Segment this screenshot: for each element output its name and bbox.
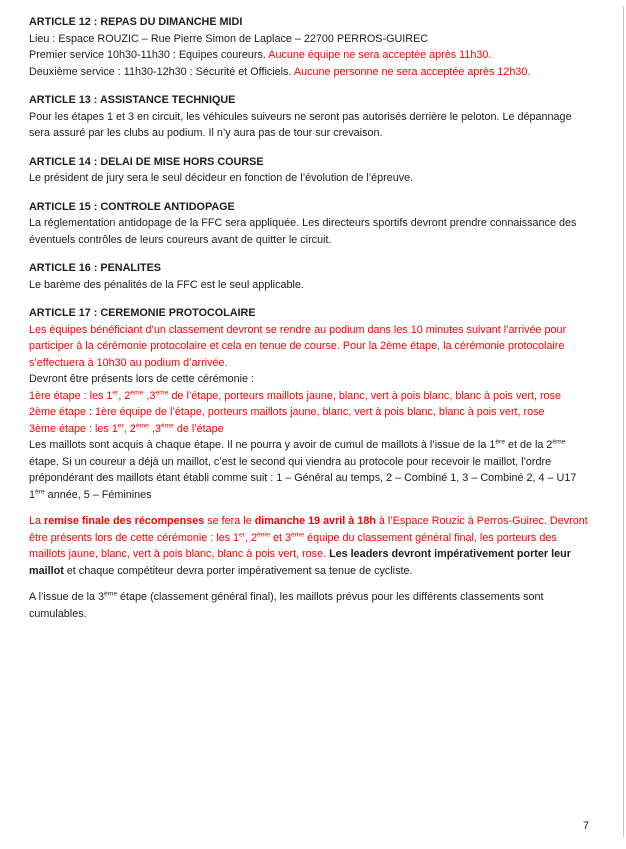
page-edge-line (623, 6, 624, 837)
text-run: ème (104, 590, 118, 598)
paragraph (29, 589, 595, 622)
text-run: et 3 (270, 531, 292, 544)
text-run: ,3 (148, 422, 161, 435)
text-run: Les équipes bénéficiant d’un classement devront se rendre au podium dans les 10 minutes suivant l’arrivée pour participer à la cérémonie protocolaire et cela en tenue de course. Pour la 2ème étape, la cérémonie protocolaire s’effectuera à 10h30 au podium d’arrivée. (29, 323, 567, 369)
paragraph (29, 47, 595, 64)
article-heading: ARTICLE 13 : ASSISTANCE TECHNIQUE (29, 94, 236, 106)
text-run: ,3 (143, 389, 156, 402)
article-heading: ARTICLE 12 : REPAS DU DIMANCHE MIDI (29, 16, 243, 28)
text-run: année, 5 – Féminines (44, 488, 152, 501)
text-run: et chaque compétiteur devra porter impérativement sa tenue de cycliste. (63, 564, 413, 577)
text-run: , 2 (123, 422, 136, 435)
text-run: er (239, 530, 245, 538)
text-run: ème (135, 421, 149, 429)
article-15 (29, 199, 595, 249)
paragraph (29, 109, 595, 142)
article-heading: ARTICLE 16 : PENALITES (29, 262, 161, 274)
article-heading: ARTICLE 14 : DELAI DE MISE HORS COURSE (29, 155, 264, 168)
text-run: Premier service 10h30-11h30 : Equipes coureurs. (29, 49, 269, 61)
article-heading: ARTICLE 15 : CONTROLE ANTIDOPAGE (29, 200, 235, 213)
text-run: Aucune équipe ne sera acceptée après 11h30. (268, 49, 492, 61)
paragraph (29, 170, 595, 187)
paragraph (29, 322, 595, 372)
paragraph (29, 277, 595, 294)
text-run: Lieu : Espace ROUZIC – Rue Pierre Simon de Laplace – 22700 PERROS-GUIREC (29, 32, 429, 45)
text-run: Pour les étapes 1 et 3 en circuit, les véhicules suiveurs ne seront pas autorisés derrière le peloton. Le dépannage sera assuré par les clubs au podium. Il n’y aura pas de tour sur crevaison. (29, 110, 572, 139)
text-run: er (117, 421, 124, 429)
text-run: Les maillots sont acquis à chaque étape. Il ne pourra y avoir de cumul de maillots à l’issue de la 1 (29, 439, 496, 451)
text-run: remise finale des récompenses (44, 515, 205, 527)
article-13 (29, 92, 595, 142)
text-run: Devront être présents lors de cette cérémonie : (29, 373, 255, 385)
text-run: La (29, 515, 45, 527)
paragraph (29, 437, 595, 503)
page-number: 7 (582, 819, 589, 832)
text-run: de l’étape, porteurs maillots jaune, blanc, vert à pois blanc, blanc à pois vert, rose (168, 389, 561, 402)
text-run: étape (classement général final), les maillots prévus pour les différents classements sont cumulables. (29, 591, 544, 620)
paragraph (29, 404, 595, 421)
text-run: de l’étape (173, 422, 224, 435)
article-17 (29, 305, 595, 622)
text-run: et de la 2 (505, 439, 553, 451)
text-run: Deuxième service : 11h30-12h30 : Sécurité et Officiels. (29, 65, 294, 78)
text-run: , 2 (245, 531, 258, 544)
text-run: étape. Si un coureur a déjà un maillot, c’est le second qui viendra au protocole pour recevoir le maillot, l’ordre prépondérant des maillots étant établi comme suit : 1 – Général au temps, 2 – Combiné 1, 3 – Combiné 2, 4 – U17 1 (29, 455, 577, 501)
text-run: A l’issue de la 3 (29, 591, 105, 603)
text-run: se fera le (204, 515, 255, 527)
paragraph (29, 421, 595, 438)
text-run: à l’Espace Rouzic à Perros-Guirec. Devront être présents lors de cette cérémonie : les 1 (29, 515, 588, 544)
text-run: ème (257, 530, 271, 538)
text-run: équipe du classement général final, les porteurs des maillots jaune, blanc, vert à pois blanc, blanc à pois vert, rose. (29, 531, 557, 560)
text-run: er (112, 388, 119, 396)
paragraph (29, 513, 595, 579)
text-run: 3ème étape : les 1 (29, 422, 118, 435)
article-16 (29, 260, 595, 293)
paragraph (29, 388, 595, 405)
text-run: Aucune personne ne sera acceptée après 12h30. (293, 65, 531, 78)
document-body (29, 14, 595, 622)
text-run: ère (35, 487, 45, 495)
text-run: ème (155, 388, 169, 396)
text-run: dimanche 19 avril à 18h (254, 515, 376, 527)
text-run: , 2 (118, 389, 131, 402)
text-run: ème (160, 421, 174, 429)
text-run: ème (552, 438, 566, 446)
text-run: Le président de jury sera le seul décideur en fonction de l’évolution de l’épreuve. (29, 172, 414, 184)
article-heading: ARTICLE 17 : CEREMONIE PROTOCOLAIRE (29, 307, 256, 319)
paragraph (29, 64, 595, 81)
text-run: 2ème étape : 1ère équipe de l’étape, porteurs maillots jaune, blanc, vert à pois blanc, blanc à pois vert, rose (29, 406, 545, 418)
text-run: Le barème des pénalités de la FFC est le seul applicable. (29, 278, 304, 291)
text-run: ème (291, 530, 305, 538)
text-run: La réglementation antidopage de la FFC sera appliquée. Les directeurs sportifs devront prendre connaissance des éventuels contrôles de leurs coureurs avant de quitter le circuit. (29, 217, 577, 246)
text-run: Les leaders devront impérativement porter leur maillot (29, 548, 571, 577)
article-14 (29, 154, 595, 187)
text-run: 1ère étape : les 1 (29, 389, 113, 402)
paragraph (29, 371, 595, 388)
text-run: ère (495, 438, 505, 446)
paragraph (29, 215, 595, 248)
article-12 (29, 14, 595, 80)
text-run: ème (130, 388, 144, 396)
paragraph (29, 31, 595, 48)
